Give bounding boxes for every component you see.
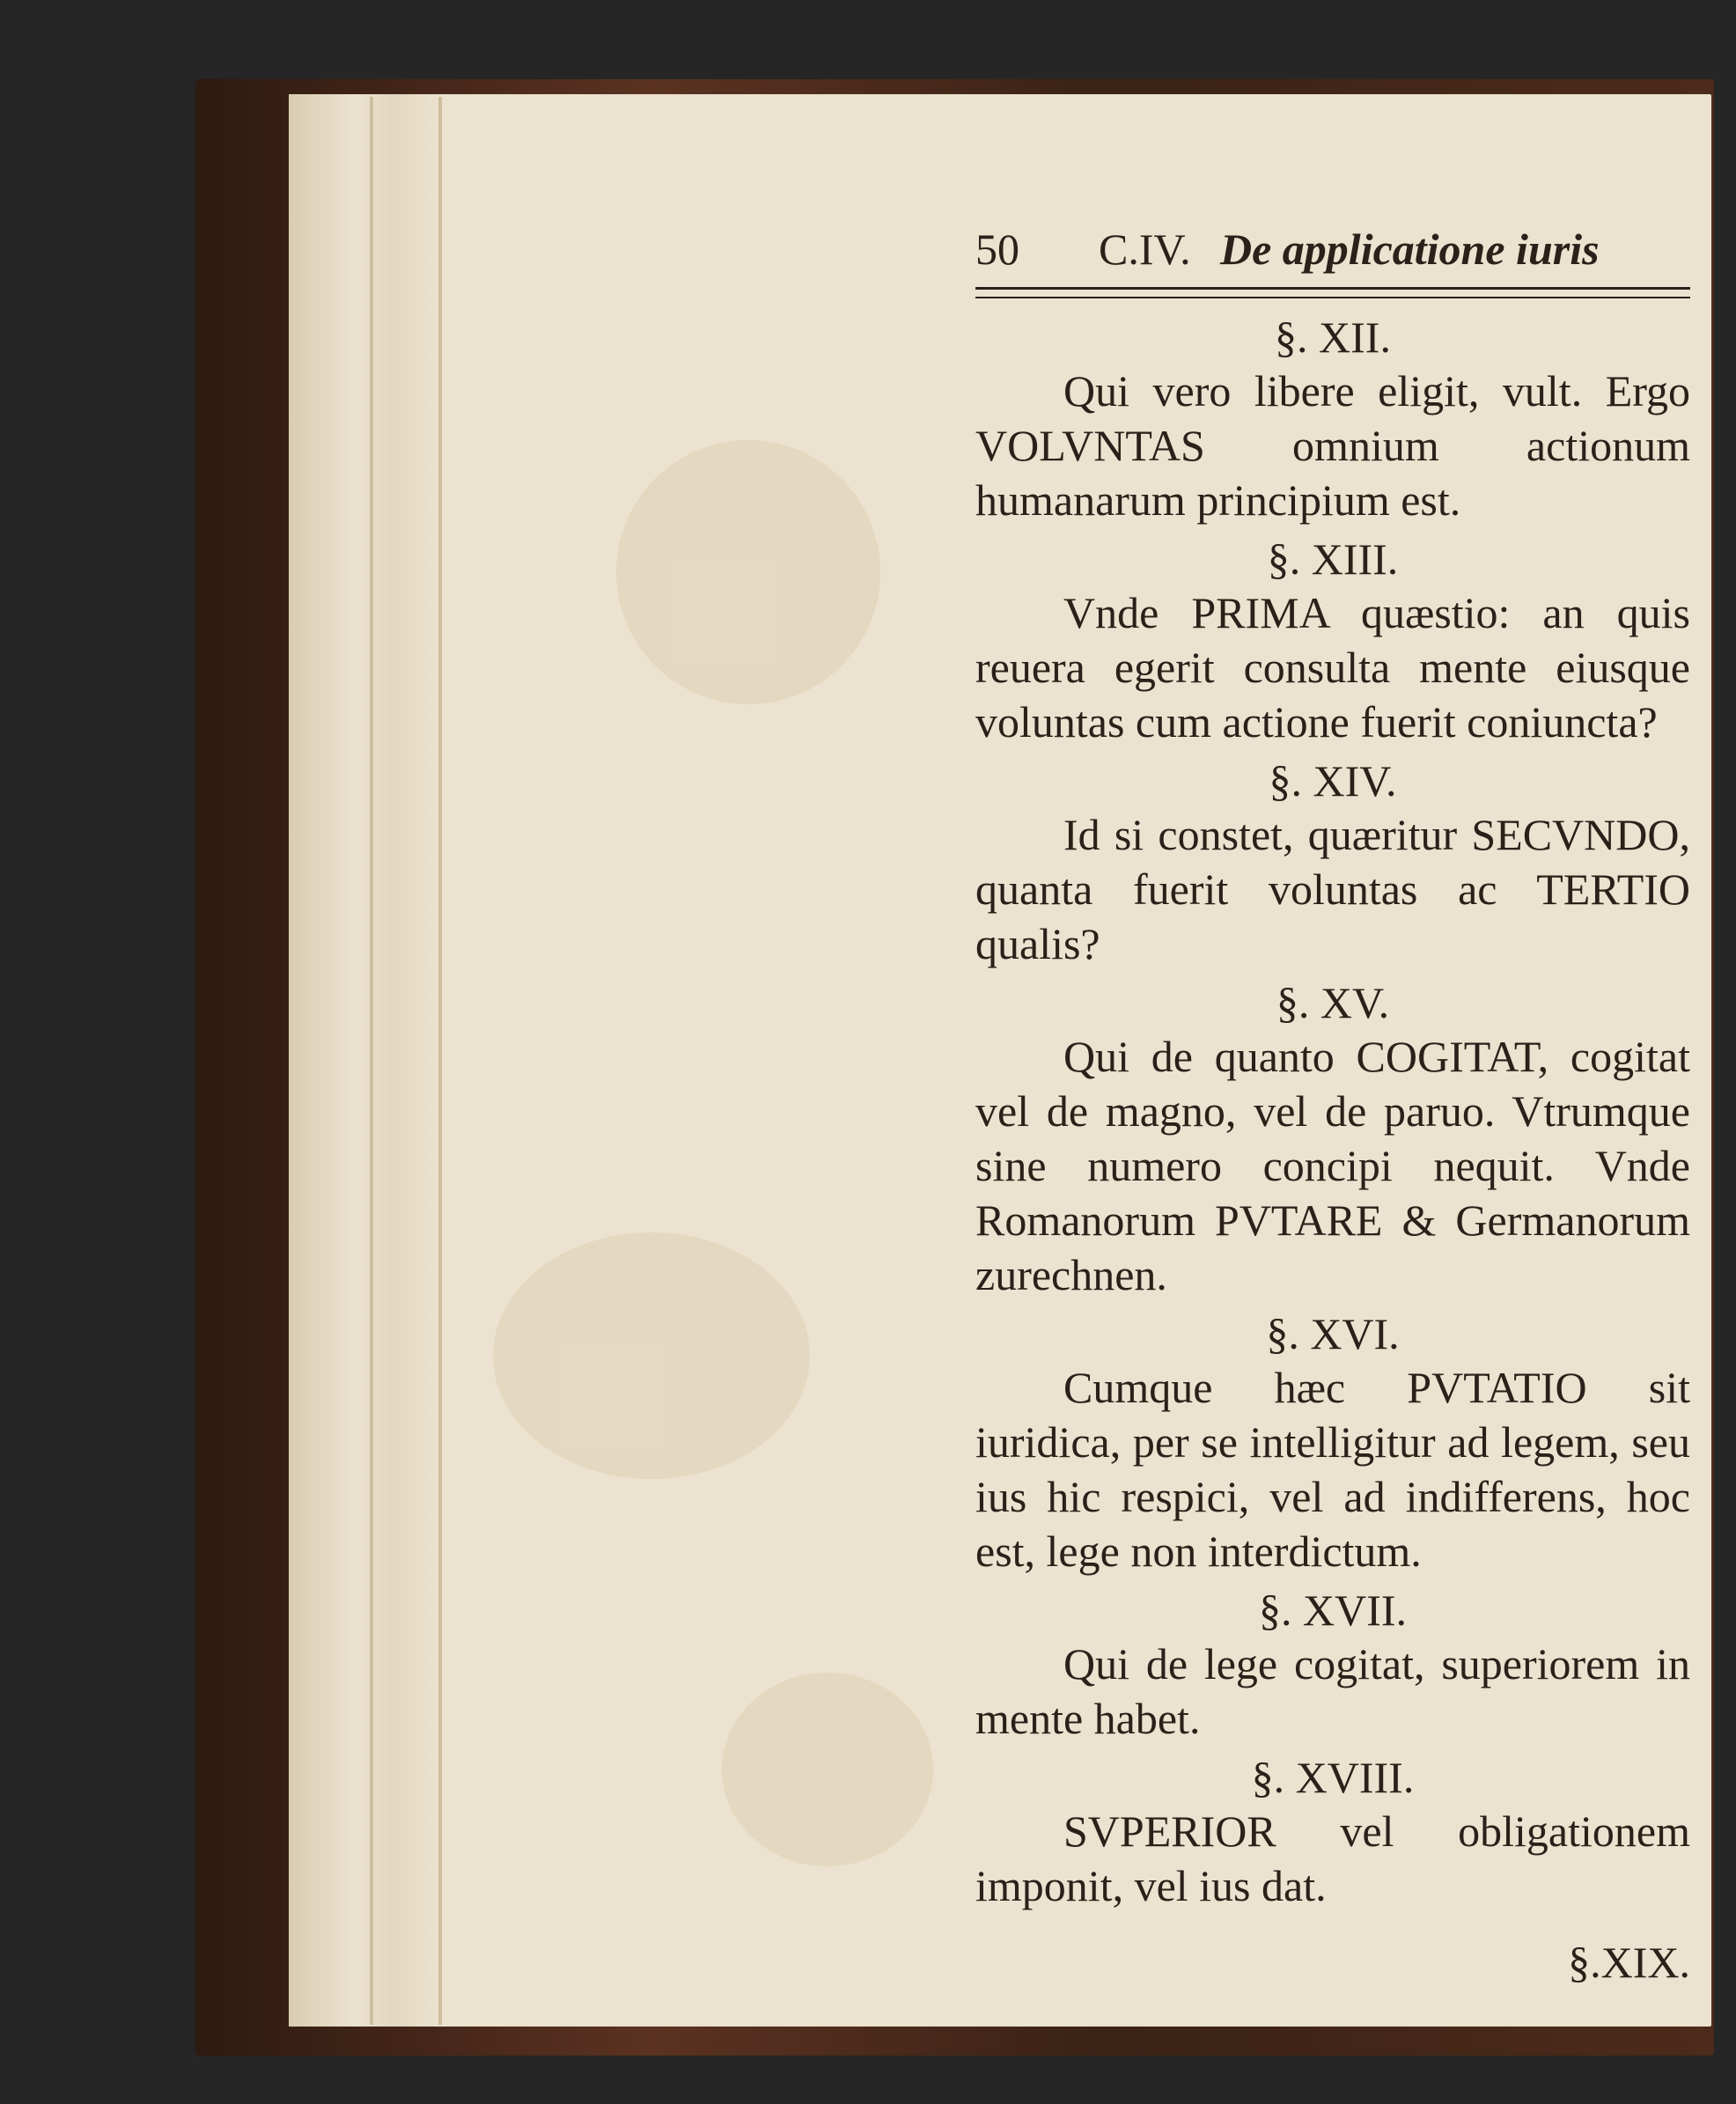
section-text: Qui de lege cogitat, superiorem in mente habet. [975,1639,1690,1743]
section-text: Cumque hæc PVTATIO sit iuridica, per se intelligitur ad legem, seu ius hic respici, vel ad indifferens, hoc est, lege non interdictum. [975,1363,1690,1576]
header-rule [975,287,1690,298]
section-mark: §. XV. [1276,978,1390,1027]
paper-stain [722,1673,933,1866]
chapter-label: C.IV. [1099,224,1191,274]
section-text: Id si constet, quæritur SECVNDO, quanta fuerit voluntas ac TERTIO qualis? [975,810,1690,968]
section-mark: §. XIII. [1267,534,1399,584]
section-text: Qui de quanto COGITAT, cogitat vel de magno, vel de paruo. Vtrumque sine numero concipi nequit. Vnde Romanorum PVTARE & Germanorum zurechnen. [975,1032,1690,1299]
page-edge [289,94,438,2027]
section-mark: §. XII. [1275,313,1391,362]
section-mark: §. XIV. [1269,756,1397,806]
section-mark: §. XVIII. [1251,1753,1415,1802]
page-fold-line [438,97,442,2025]
running-header [975,220,1690,274]
paper-stain [493,1232,810,1479]
page-fold-line [370,97,373,2025]
section-text: Qui vero libere eligit, vult. Ergo VOLVNTAS omnium actionum humanarum principium est. [975,366,1690,525]
page-text [975,220,1690,1989]
page-number: 50 [975,224,1019,274]
section-mark: §. XVI. [1266,1309,1400,1358]
section-text: Vnde PRIMA quæstio: an quis reuera egerit consulta mente eiusque voluntas cum actione fuerit coniuncta? [975,588,1690,747]
section-mark: §. XVII. [1258,1585,1408,1635]
paper-stain [616,440,880,704]
section-text: SVPERIOR vel obligationem imponit, vel ius dat. [975,1806,1690,1910]
catchword: §.XIX. [1568,1938,1690,1987]
chapter-title: De applicatione iuris [1220,224,1600,274]
